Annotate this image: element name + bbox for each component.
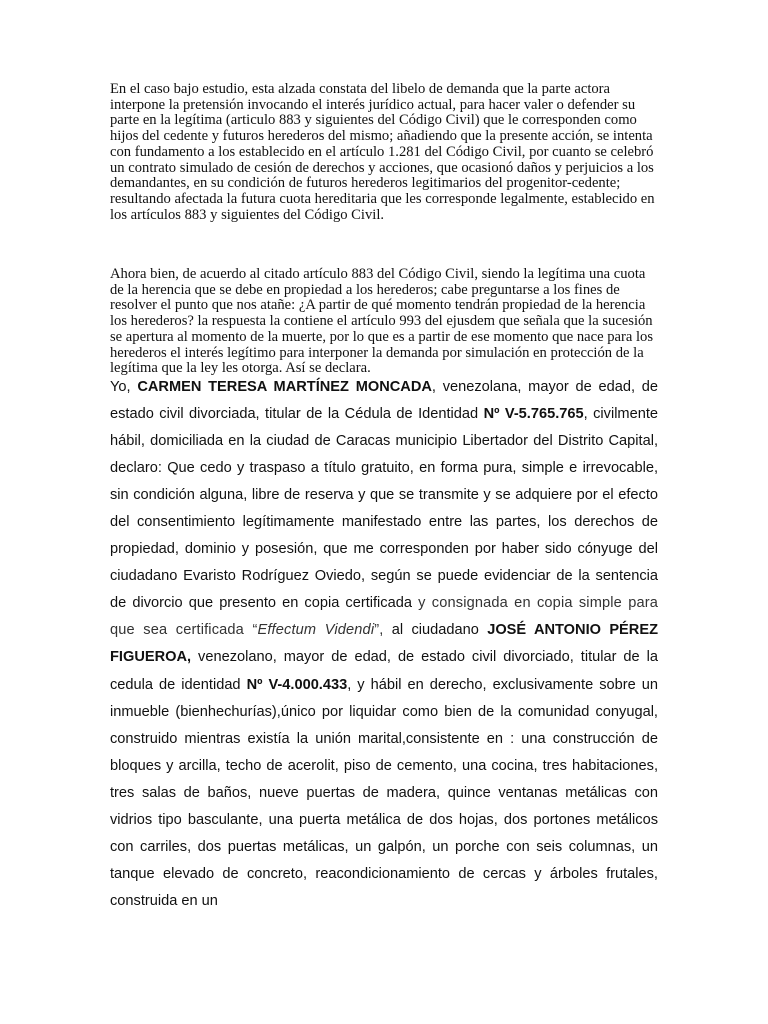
cesionario-id-number: Nº V-4.000.433	[246, 676, 348, 693]
declaration-text-3: , civilmente hábil, domiciliada en la ciudad de Caracas municipio Libertador del Distrito Capital, declaro: Que cedo y traspaso a título gratuito, en forma pura, simple e irrevocable, sin condición alguna, libre de reserva y que se transmite y se adquiere por el efecto del consentimiento legítimamente manifestado entre las partes, los derechos de propiedad, dominio y posesión, que me corresponden por haber sido cónyuge del ciudadano Evaristo Rodríguez Oviedo, según se puede evidenciar de la sentencia de divorcio que presento en copia certificada	[110, 406, 658, 612]
cedente-id-number: Nº V-5.765.765	[483, 406, 584, 423]
declaration-text-5: ”,	[374, 622, 384, 639]
paragraph-2-text: Ahora bien, de acuerdo al citado artículo 883 del Código Civil, siendo la legítima una cuota de la herencia que se debe en propiedad a los herederos; cabe preguntarse a los fines de resolver el punto que nos atañe: ¿A partir de qué momento tendrán propiedad de la herencia los herederos? la respuesta la contiene el artículo 993 del ejusdem que señala que la sucesión se apertura al momento de la muerte, por lo que es a partir de ese momento que nace para los herederos el interés legítimo para interponer la demanda por simulación en protección de la legítima que la ley les otorga. Así se declara.	[110, 266, 653, 377]
declaration-paragraph	[110, 374, 658, 915]
paragraph-case-study	[110, 82, 658, 223]
cedente-name: CARMEN TERESA MARTÍNEZ MONCADA	[137, 379, 432, 395]
paragraph-1-text: En el caso bajo estudio, esta alzada constata del libelo de demanda que la parte actora interpone la pretensión invocando el interés jurídico actual, para hacer valer o defender su parte en la legítima (articulo 883 y siguientes del Código Civil) que le corresponden como hijos del cedente y futuros herederos del mismo; añadiendo que la presente acción, se intenta con fundamento a los establecido en el artículo 1.281 del Código Civil, por cuanto se celebró un contrato simulado de cesión de derechos y acciones, que ocasionó daños y perjuicios a los demandantes, en su condición de futuros herederos legitimarios del progenitor-cedente; resultando afectada la futura cuota hereditaria que les corresponde legalmente, establecido en los artículos 883 y siguientes del Código Civil.	[110, 81, 655, 223]
declaration-text-8: , y hábil en derecho, exclusivamente sobre un inmueble (bienhechurías),único por liquidar como bien de la comunidad conyugal, construido mientras existía la unión marital,consistente en : una construcción de bloques y arcilla, techo de acerolit, piso de cemento, una cocina, tres habitaciones, tres salas de baños, nueve puertas de madera, quince ventanas metálicas con vidrios tipo basculante, una puerta metálica de dos hojas, dos portones metálicos con carriles, dos puertas metálicas, un galpón, un porche con seis columnas, un tanque elevado de concreto, reacondicionamiento de cercas y árboles frutales, construida en un	[110, 676, 659, 909]
latin-phrase: Effectum Videndi	[257, 622, 375, 639]
declaration-text-4: y consignada en copia simple para que sea certificada “	[110, 595, 659, 639]
cesionario-name: JOSÉ ANTONIO PÉREZ FIGUEROA,	[110, 622, 658, 666]
declaration-text-2: , venezolana, mayor de edad, de estado civil divorciada, titular de la Cédula de Identidad	[110, 379, 658, 423]
declaration-text-6: al ciudadano	[383, 622, 488, 639]
declaration-text-1: Yo,	[110, 379, 138, 395]
declaration-block	[110, 374, 658, 915]
paragraph-legitima	[110, 267, 658, 377]
declaration-text-7: venezolano, mayor de edad, de estado civil divorciado, titular de la cedula de identidad	[110, 649, 658, 693]
